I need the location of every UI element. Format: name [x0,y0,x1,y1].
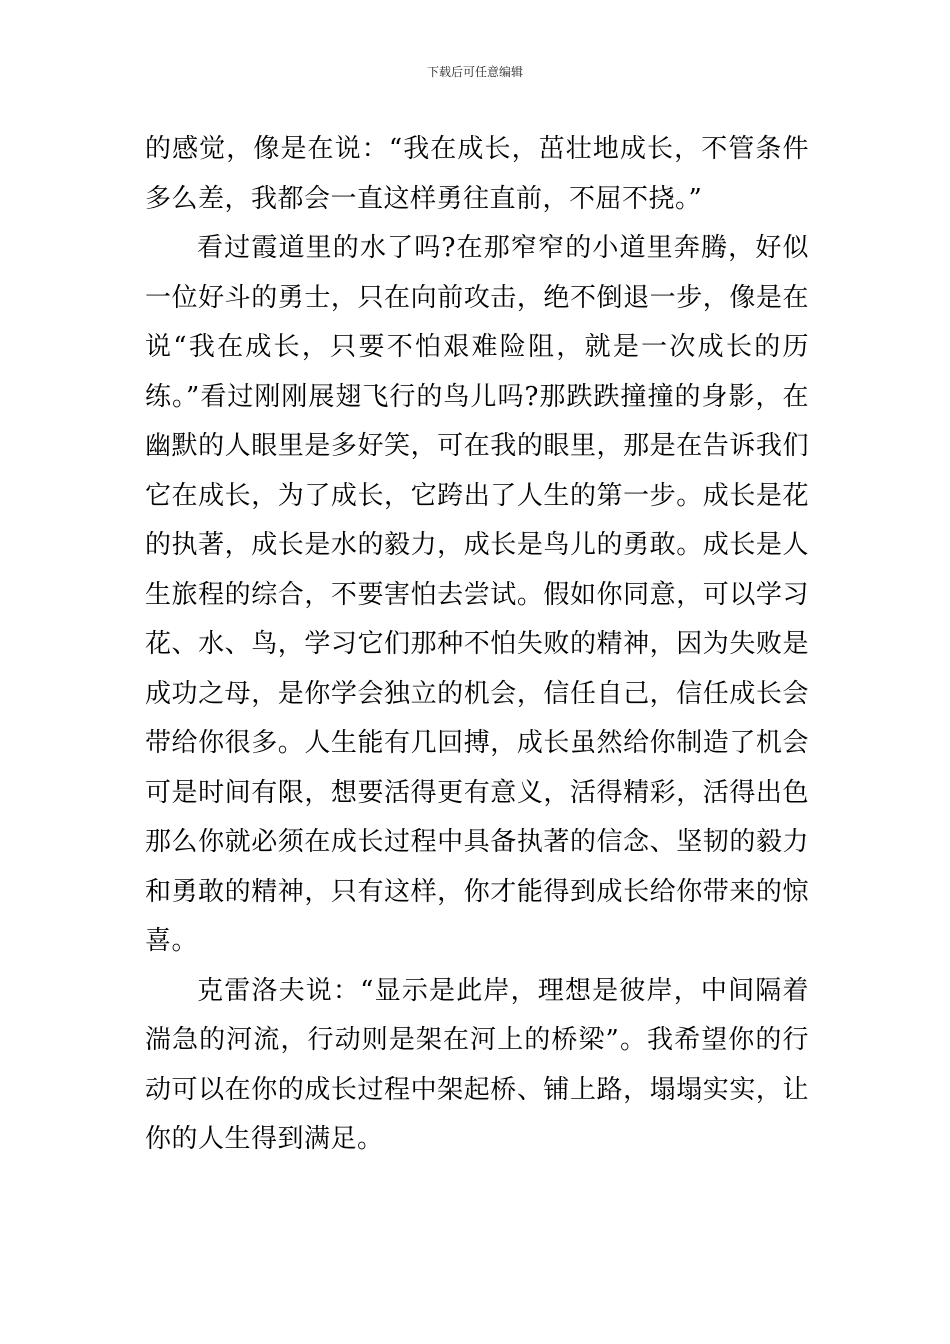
page-header: 下载后可任意编辑 [426,65,523,79]
paragraph-continuation: 的感觉，像是在说：“我在成长，茁壮地成长，不管条件多么差，我都会一直这样勇往直前，不屈不挠。” [145,134,809,214]
paragraph-growth: 看过霞道里的水了吗?在那窄窄的小道里奔腾，好似一位好斗的勇士，只在向前攻击，绝不倒退一步，像是在说“我在成长，只要不怕艰难险阻，就是一次成长的历练。”看过刚刚展翅飞行的鸟儿吗?那跌跌撞撞的身影，在幽默的人眼里是多好笑，可在我的眼里，那是在告诉我们它在成长，为了成长，它跨出了人生的第一步。成长是花的执著，成长是水的毅力，成长是鸟儿的勇敢。成长是人生旅程的综合，不要害怕去尝试。假如你同意，可以学习花、水、鸟，学习它们那种不怕失败的精神，因为失败是成功之母，是你学会独立的机会，信任自己，信任成长会带给你很多。人生能有几回搏，成长虽然给你制造了机会可是时间有限，想要活得更有意义，活得精彩，活得出色那么你就必须在成长过程中具备执著的信念、坚韧的毅力和勇敢的精神，只有这样，你才能得到成长给你带来的惊喜。 [145,233,809,956]
document-body [145,125,809,1165]
paragraph-krylov-quote: 克雷洛夫说：“显示是此岸，理想是彼岸，中间隔着湍急的河流，行动则是架在河上的桥梁”。我希望你的行动可以在你的成长过程中架起桥、铺上路，塌塌实实，让你的人生得到满足。 [145,975,809,1154]
